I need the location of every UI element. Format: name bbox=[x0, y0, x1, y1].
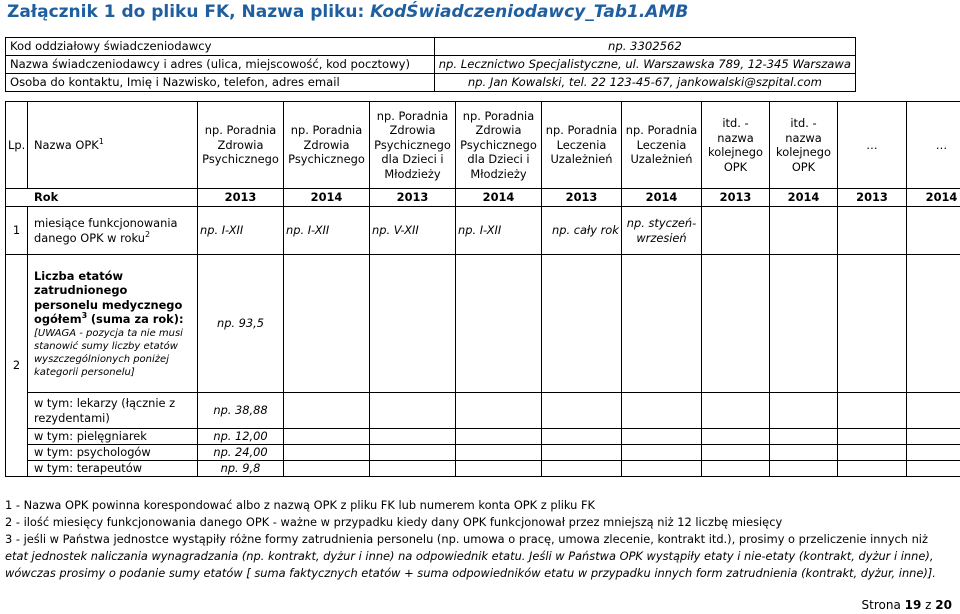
value-cell[interactable]: np. 93,5 bbox=[198, 255, 284, 393]
opk-column-header[interactable]: np. Poradnia Zdrowia Psychicznego dla Dzieci i Młodzieży bbox=[370, 102, 456, 189]
value-cell[interactable] bbox=[284, 429, 370, 445]
value-cell[interactable] bbox=[284, 445, 370, 461]
value-cell[interactable] bbox=[702, 445, 770, 461]
value-cell[interactable] bbox=[838, 445, 907, 461]
opk-column-header[interactable]: itd. - nazwa kolejnego OPK bbox=[770, 102, 838, 189]
opk-column-header[interactable]: np. Poradnia Leczenia Uzależnień bbox=[622, 102, 702, 189]
value-cell[interactable] bbox=[770, 393, 838, 429]
staff-total-suffix: (suma za rok): bbox=[90, 312, 184, 326]
subrow-label: w tym: terapeutów bbox=[28, 461, 198, 477]
value-cell[interactable] bbox=[770, 445, 838, 461]
value-cell[interactable] bbox=[370, 429, 456, 445]
lp-header: Lp. bbox=[6, 102, 28, 189]
table-row bbox=[6, 393, 960, 429]
provider-info-table bbox=[5, 37, 856, 92]
value-cell[interactable] bbox=[456, 393, 542, 429]
value-cell[interactable] bbox=[370, 393, 456, 429]
value-cell[interactable] bbox=[542, 429, 622, 445]
year-row bbox=[6, 189, 960, 207]
value-cell[interactable] bbox=[370, 255, 456, 393]
value-cell[interactable]: np. 9,8 bbox=[198, 461, 284, 477]
year-cell: 2014 bbox=[456, 189, 542, 207]
value-cell[interactable] bbox=[622, 393, 702, 429]
year-cell: 2013 bbox=[370, 189, 456, 207]
value-cell[interactable] bbox=[542, 445, 622, 461]
footnote-ref: 3 bbox=[81, 311, 88, 321]
footnote-line: etat jednostek naliczania wynagradzania (np. kontrakt, dyżur i inne) na odpowiednik etatu. Jeśli w Państwa OPK wystąpiły etaty i nie-etaty (kontrakt, dyżur i inne), bbox=[5, 549, 934, 563]
opk-name-header bbox=[28, 102, 198, 189]
staff-total-note: [UWAGA - pozycja ta nie musi stanowić sumy liczby etatów wyszczególnionych poniżej kategorii personelu] bbox=[34, 327, 183, 378]
footnote-line: 3 - jeśli w Państwa jednostce wystąpiły różne formy zatrudnienia personelu (np. umowa o pracę, umowa zlecenie, kontrakt itd.), prosimy o przeliczenie innych niż bbox=[5, 532, 928, 546]
value-cell[interactable] bbox=[907, 207, 960, 255]
page-sep: z bbox=[925, 598, 932, 612]
value-cell[interactable] bbox=[622, 255, 702, 393]
row-label bbox=[28, 255, 198, 393]
page-current: 19 bbox=[904, 598, 922, 612]
value-cell[interactable] bbox=[702, 461, 770, 477]
page-label: Strona bbox=[861, 598, 901, 612]
table-row bbox=[6, 429, 960, 445]
opk-column-header[interactable]: np. Poradnia Zdrowia Psychicznego dla Dzieci i Młodzieży bbox=[456, 102, 542, 189]
info-row bbox=[6, 74, 856, 92]
row-label bbox=[28, 207, 198, 255]
opk-column-header[interactable]: np. Poradnia Leczenia Uzależnień bbox=[542, 102, 622, 189]
value-cell[interactable]: np. I-XII bbox=[456, 207, 542, 255]
value-cell[interactable] bbox=[907, 255, 960, 393]
value-cell[interactable] bbox=[284, 393, 370, 429]
info-row bbox=[6, 56, 856, 74]
value-cell[interactable]: np. 12,00 bbox=[198, 429, 284, 445]
value-cell[interactable] bbox=[838, 429, 907, 445]
row-number: 1 bbox=[6, 207, 28, 255]
value-cell[interactable] bbox=[622, 461, 702, 477]
value-cell[interactable]: np. 24,00 bbox=[198, 445, 284, 461]
value-cell[interactable] bbox=[370, 461, 456, 477]
opk-column-header[interactable]: np. Poradnia Zdrowia Psychicznego bbox=[198, 102, 284, 189]
year-cell: 2013 bbox=[838, 189, 907, 207]
value-cell[interactable] bbox=[622, 445, 702, 461]
year-label: Rok bbox=[6, 189, 198, 207]
info-label: Nazwa świadczeniodawcy i adres (ulica, miejscowość, kod pocztowy) bbox=[6, 56, 435, 74]
value-cell[interactable] bbox=[907, 393, 960, 429]
value-cell[interactable] bbox=[838, 393, 907, 429]
value-cell[interactable] bbox=[907, 429, 960, 445]
value-cell[interactable] bbox=[770, 207, 838, 255]
value-cell[interactable]: np. cały rok bbox=[542, 207, 622, 255]
info-row bbox=[6, 38, 856, 56]
value-cell[interactable] bbox=[370, 445, 456, 461]
header-row bbox=[6, 102, 960, 189]
value-cell[interactable] bbox=[284, 461, 370, 477]
info-value[interactable]: np. Jan Kowalski, tel. 22 123-45-67, jankowalski@szpital.com bbox=[434, 74, 855, 92]
footnote-ref: 1 bbox=[98, 136, 104, 146]
info-label: Kod oddziałowy świadczeniodawcy bbox=[6, 38, 435, 56]
value-cell[interactable] bbox=[702, 207, 770, 255]
footnote-line: 2 - ilość miesięcy funkcjonowania danego OPK - ważne w przypadku kiedy dany OPK funkcjonował przez mniejszą niż 12 liczbę miesięcy bbox=[5, 515, 783, 529]
year-cell: 2013 bbox=[702, 189, 770, 207]
year-cell: 2013 bbox=[542, 189, 622, 207]
value-cell[interactable] bbox=[542, 255, 622, 393]
footnote-ref: 2 bbox=[145, 229, 151, 239]
value-cell[interactable] bbox=[456, 255, 542, 393]
value-cell[interactable] bbox=[456, 461, 542, 477]
footnotes bbox=[5, 497, 955, 582]
title-prefix: Załącznik 1 do pliku FK, Nazwa pliku: bbox=[7, 2, 371, 22]
opk-column-header[interactable]: … bbox=[907, 102, 960, 189]
title-filename: KodŚwiadczeniodawcy_Tab1.AMB bbox=[370, 2, 689, 22]
year-cell: 2014 bbox=[907, 189, 960, 207]
document-title bbox=[7, 2, 688, 22]
info-value[interactable]: np. Lecznictwo Specjalistyczne, ul. Warszawska 789, 12-345 Warszawa bbox=[434, 56, 855, 74]
opk-table bbox=[5, 101, 960, 477]
value-cell[interactable] bbox=[770, 461, 838, 477]
year-cell: 2013 bbox=[198, 189, 284, 207]
opk-name-label: Nazwa OPK bbox=[34, 137, 99, 152]
value-cell[interactable] bbox=[622, 429, 702, 445]
table-row bbox=[6, 445, 960, 461]
value-cell[interactable] bbox=[770, 255, 838, 393]
value-cell[interactable] bbox=[907, 461, 960, 477]
value-cell[interactable] bbox=[702, 255, 770, 393]
subrow-label: w tym: lekarzy (łącznie z rezydentami) bbox=[28, 393, 198, 429]
opk-column-header[interactable]: itd. - nazwa kolejnego OPK bbox=[702, 102, 770, 189]
value-cell[interactable]: np. I-XII bbox=[198, 207, 284, 255]
opk-column-header[interactable]: np. Poradnia Zdrowia Psychicznego bbox=[284, 102, 370, 189]
value-cell[interactable] bbox=[542, 461, 622, 477]
subrow-label: w tym: pielęgniarek bbox=[28, 429, 198, 445]
footnote-line: 1 - Nazwa OPK powinna korespondować albo z nazwą OPK z pliku FK lub numerem konta OPK z pliku FK bbox=[5, 498, 596, 512]
info-value[interactable]: np. 3302562 bbox=[434, 38, 855, 56]
year-cell: 2014 bbox=[622, 189, 702, 207]
months-label: miesiące funkcjonowania danego OPK w roku bbox=[34, 216, 178, 245]
value-cell[interactable] bbox=[456, 445, 542, 461]
footnote-line: wówczas prosimy o podanie sumy etatów [ suma faktycznych etatów + suma odpowiedników etatu w przypadku innych form zatrudnienia (kontrakt, dyżur, inne)]. bbox=[5, 566, 936, 580]
table-row bbox=[6, 255, 960, 393]
table-row bbox=[6, 461, 960, 477]
year-cell: 2014 bbox=[770, 189, 838, 207]
value-cell[interactable] bbox=[838, 461, 907, 477]
value-cell[interactable] bbox=[838, 255, 907, 393]
value-cell[interactable]: np. styczeń-wrzesień bbox=[622, 207, 702, 255]
value-cell[interactable] bbox=[838, 207, 907, 255]
info-label: Osoba do kontaktu, Imię i Nazwisko, telefon, adres email bbox=[6, 74, 435, 92]
staff-total-label: Liczba etatów zatrudnionego personelu medycznego ogółem bbox=[34, 268, 183, 326]
value-cell[interactable]: np. V-XII bbox=[370, 207, 456, 255]
page-number bbox=[862, 598, 953, 612]
opk-column-header[interactable]: … bbox=[838, 102, 907, 189]
year-cell: 2014 bbox=[284, 189, 370, 207]
value-cell[interactable] bbox=[770, 429, 838, 445]
value-cell[interactable] bbox=[456, 429, 542, 445]
value-cell[interactable]: np. 38,88 bbox=[198, 393, 284, 429]
row-number: 2 bbox=[6, 255, 28, 477]
value-cell[interactable] bbox=[702, 393, 770, 429]
value-cell[interactable] bbox=[907, 445, 960, 461]
value-cell[interactable]: np. I-XII bbox=[284, 207, 370, 255]
subrow-label: w tym: psychologów bbox=[28, 445, 198, 461]
value-cell[interactable] bbox=[702, 429, 770, 445]
value-cell[interactable] bbox=[542, 393, 622, 429]
page-total: 20 bbox=[935, 598, 952, 612]
value-cell[interactable] bbox=[284, 255, 370, 393]
table-row bbox=[6, 207, 960, 255]
